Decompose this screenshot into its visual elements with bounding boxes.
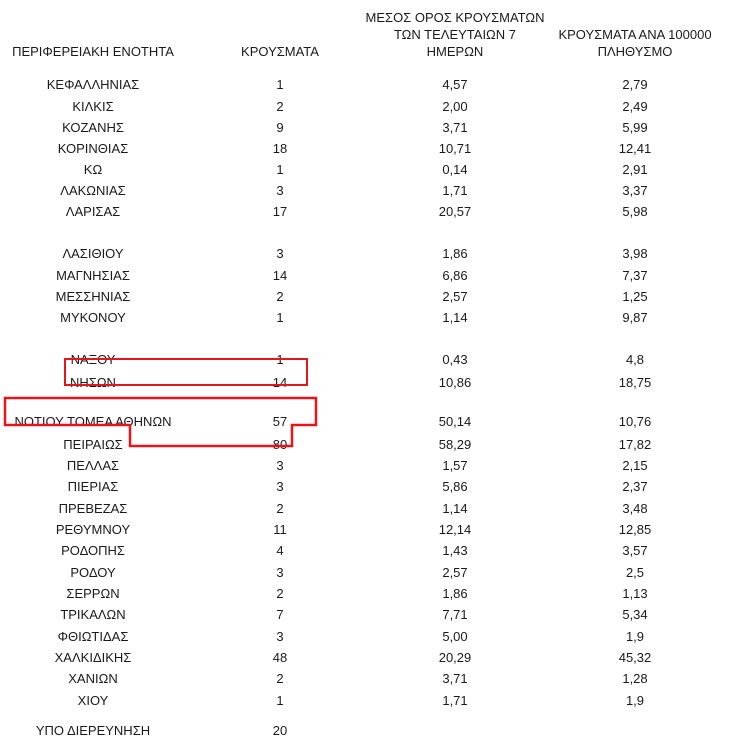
cell-cases: 1	[276, 352, 284, 367]
cell-avg7: 1,57	[442, 458, 468, 473]
cell-avg7: 1,71	[442, 693, 468, 708]
cell-cases: 1	[276, 693, 284, 708]
table-row	[0, 498, 734, 519]
table-row	[0, 540, 734, 561]
cell-region: ΠΕΛΛΑΣ	[66, 458, 120, 473]
table-row	[0, 74, 734, 95]
cell-avg7: 1,14	[442, 501, 468, 516]
cell-cases: 11	[273, 522, 287, 537]
cell-per100k: 5,34	[622, 607, 648, 622]
cell-per100k: 2,5	[625, 565, 645, 580]
cell-region: ΝΗΣΩΝ	[70, 375, 116, 390]
table-row	[0, 117, 734, 138]
cell-region: ΦΘΙΩΤΙΔΑΣ	[57, 629, 129, 644]
cell-per100k: 4,8	[625, 352, 645, 367]
cell-per100k: 5,99	[622, 120, 648, 135]
table-row	[0, 562, 734, 583]
cell-region: ΛΑΚΩΝΙΑΣ	[60, 183, 126, 198]
cell-cases: 3	[276, 246, 284, 261]
cell-avg7: 2,57	[442, 565, 468, 580]
cell-cases: 2	[276, 99, 284, 114]
footer-row	[0, 720, 734, 741]
cell-region: ΧΑΛΚΙΔΙΚΗΣ	[54, 650, 132, 665]
cell-per100k: 45,32	[618, 650, 652, 665]
cell-per100k: 12,41	[618, 141, 652, 156]
cell-region: ΤΡΙΚΑΛΩΝ	[60, 607, 126, 622]
cell-cases: 4	[276, 543, 284, 558]
cell-region: ΝΟΤΙΟΥ ΤΟΜΕΑ ΑΘΗΝΩΝ	[14, 414, 172, 429]
cell-per100k: 2,91	[622, 162, 648, 177]
cell-avg7: 5,00	[442, 629, 468, 644]
cell-region: ΚΟΖΑΝΗΣ	[62, 120, 124, 135]
header-avg7-line3: ΗΜΕΡΩΝ	[426, 44, 484, 59]
cell-cases: 3	[276, 479, 284, 494]
cell-per100k: 5,98	[622, 204, 648, 219]
cell-region: ΜΕΣΣΗΝΙΑΣ	[55, 289, 131, 304]
table-row	[0, 647, 734, 668]
cell-region: ΠΡΕΒΕΖΑΣ	[58, 501, 128, 516]
cell-cases: 3	[276, 629, 284, 644]
cell-avg7: 1,71	[442, 183, 468, 198]
cell-cases: 1	[276, 162, 284, 177]
cell-cases: 2	[276, 289, 284, 304]
cell-avg7: 1,86	[442, 586, 468, 601]
cell-cases: 48	[272, 650, 288, 665]
table-row	[0, 583, 734, 604]
table-row	[0, 411, 734, 432]
cell-avg7: 3,71	[442, 671, 468, 686]
cell-per100k: 3,48	[622, 501, 648, 516]
cell-avg7: 7,71	[442, 607, 468, 622]
table-row	[0, 626, 734, 647]
cell-cases: 3	[276, 183, 284, 198]
table-row	[0, 455, 734, 476]
cell-cases: 2	[276, 671, 284, 686]
header-avg7-line2: ΤΩΝ ΤΕΛΕΥΤΑΙΩΝ 7	[393, 27, 517, 42]
cell-cases: 9	[276, 120, 284, 135]
cell-per100k: 9,87	[622, 310, 648, 325]
header-per100k-line2: ΠΛΗΘΥΣΜΟ	[597, 44, 673, 59]
cell-per100k: 1,25	[622, 289, 648, 304]
header-avg7-line1: ΜΕΣΟΣ ΟΡΟΣ ΚΡΟΥΣΜΑΤΩΝ	[365, 10, 545, 25]
cell-region: ΛΑΣΙΘΙΟΥ	[62, 246, 124, 261]
highlight-box-nison	[64, 358, 308, 386]
cell-avg7: 1,86	[442, 246, 468, 261]
cell-region: ΚΩ	[83, 162, 103, 177]
cell-cases: 3	[276, 458, 284, 473]
cell-avg7: 5,86	[442, 479, 468, 494]
cell-per100k: 18,75	[618, 375, 652, 390]
cell-avg7: 10,86	[438, 375, 472, 390]
cell-per100k: 1,28	[622, 671, 648, 686]
cell-cases: 18	[272, 141, 288, 156]
cell-avg7: 50,14	[438, 414, 472, 429]
cell-region: ΡΟΔΟΠΗΣ	[61, 543, 125, 558]
cell-avg7: 1,43	[442, 543, 468, 558]
table-row	[0, 519, 734, 540]
cell-avg7: 2,00	[442, 99, 468, 114]
cell-avg7: 6,86	[442, 268, 468, 283]
cell-per100k: 12,85	[618, 522, 652, 537]
cell-cases: 17	[272, 204, 288, 219]
cell-region: ΠΙΕΡΙΑΣ	[67, 479, 119, 494]
cell-cases: 57	[272, 414, 288, 429]
cell-per100k: 1,9	[625, 693, 645, 708]
cell-avg7: 58,29	[438, 437, 472, 452]
cell-region: ΚΕΦΑΛΛΗΝΙΑΣ	[46, 77, 140, 92]
cell-per100k: 2,49	[622, 99, 648, 114]
cell-per100k: 2,15	[622, 458, 648, 473]
cell-region: ΧΑΝΙΩΝ	[68, 671, 118, 686]
table-row	[0, 159, 734, 180]
table-row	[0, 96, 734, 117]
cell-cases: 14	[272, 268, 288, 283]
cell-per100k: 2,37	[622, 479, 648, 494]
table-row	[0, 286, 734, 307]
header-region: ΠΕΡΙΦΕΡΕΙΑΚΗ ΕΝΟΤΗΤΑ	[12, 44, 174, 59]
cell-region: ΜΥΚΟΝΟΥ	[60, 310, 126, 325]
table-row	[0, 690, 734, 711]
table-row	[0, 180, 734, 201]
cell-region: ΡΟΔΟΥ	[70, 565, 116, 580]
table-row	[0, 668, 734, 689]
cell-avg7: 3,71	[442, 120, 468, 135]
cell-per100k: 1,13	[622, 586, 648, 601]
header-cases: ΚΡΟΥΣΜΑΤΑ	[241, 44, 319, 59]
cell-per100k: 3,37	[622, 183, 648, 198]
table-row	[0, 201, 734, 222]
cell-cases: 1	[276, 77, 284, 92]
cell-per100k: 2,79	[622, 77, 648, 92]
cell-cases: 2	[276, 586, 284, 601]
cell-per100k: 17,82	[618, 437, 652, 452]
footer-label: ΥΠΟ ΔΙΕΡΕΥΝΗΣΗ	[35, 723, 151, 738]
cell-cases: 2	[276, 501, 284, 516]
cell-per100k: 3,57	[622, 543, 648, 558]
cell-per100k: 7,37	[622, 268, 648, 283]
cell-avg7: 20,57	[438, 204, 472, 219]
cell-avg7: 0,14	[442, 162, 468, 177]
table-row	[0, 138, 734, 159]
cell-cases: 3	[276, 565, 284, 580]
cell-region: ΝΑΞΟΥ	[70, 352, 116, 367]
cell-avg7: 12,14	[438, 522, 472, 537]
cell-avg7: 4,57	[442, 77, 468, 92]
cell-cases: 14	[272, 375, 288, 390]
footer-cases: 20	[272, 723, 288, 738]
cell-avg7: 2,57	[442, 289, 468, 304]
header-avg7	[355, 9, 555, 60]
cell-region: ΚΟΡΙΝΘΙΑΣ	[57, 141, 129, 156]
cell-avg7: 1,14	[442, 310, 468, 325]
cell-per100k: 10,76	[618, 414, 652, 429]
cell-region: ΧΙΟΥ	[77, 693, 109, 708]
cell-avg7: 10,71	[438, 141, 472, 156]
cell-per100k: 1,9	[625, 629, 645, 644]
table-row	[0, 265, 734, 286]
table-row	[0, 307, 734, 328]
cell-region: ΜΑΓΝΗΣΙΑΣ	[56, 268, 130, 283]
cell-region: ΚΙΛΚΙΣ	[72, 99, 114, 114]
cell-avg7: 0,43	[442, 352, 468, 367]
header-per100k-line1: ΚΡΟΥΣΜΑΤΑ ΑΝΑ 100000	[558, 27, 712, 42]
cell-region: ΣΕΡΡΩΝ	[66, 586, 120, 601]
cell-region: ΛΑΡΙΣΑΣ	[65, 204, 121, 219]
table-row	[0, 434, 734, 455]
table-row	[0, 243, 734, 264]
cell-cases: 1	[276, 310, 284, 325]
header-per100k	[540, 26, 730, 60]
cell-per100k: 3,98	[622, 246, 648, 261]
cell-region: ΠΕΙΡΑΙΩΣ	[63, 437, 123, 452]
cell-cases: 7	[276, 607, 284, 622]
cell-cases: 80	[272, 437, 288, 452]
table-row	[0, 604, 734, 625]
cell-avg7: 20,29	[438, 650, 472, 665]
cell-region: ΡΕΘΥΜΝΟΥ	[55, 522, 131, 537]
table-row	[0, 476, 734, 497]
